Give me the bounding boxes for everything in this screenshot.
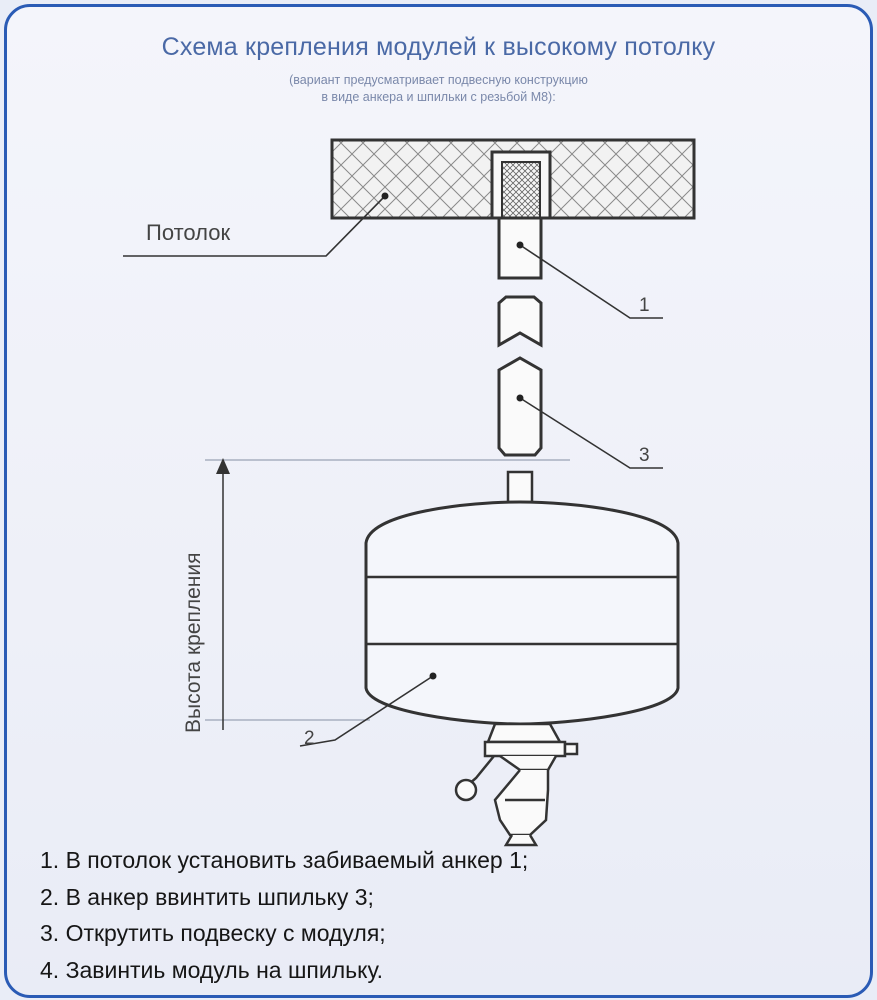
stud-number: 3 [639,445,650,466]
subtitle-line-1: (вариант предусматривает подвесную конструкцию [289,73,588,87]
mount-height-label: Высота крепления [182,552,205,733]
step-2: 2. В анкер ввинтить шпильку 3; [40,883,374,910]
step-3: 3. Открутить подвеску с модуля; [40,920,386,946]
stud [499,297,541,455]
installation-steps [40,842,528,988]
step-4: 4. Завинтиь модуль на шпильку. [40,956,384,983]
ceiling-label: Потолок [146,220,231,245]
module-number: 2 [304,728,315,749]
sprinkler-head [456,724,577,845]
diagram-title: Схема крепления модулей к высокому потолку [161,33,716,61]
step-1: 1. В потолок установить забиваемый анкер 1; [40,847,529,873]
height-arrow [216,458,230,730]
subtitle-line-2: в виде анкера и шпильки с резьбой М8): [321,90,556,104]
anchor-number: 1 [639,295,650,316]
module-body [366,502,678,724]
